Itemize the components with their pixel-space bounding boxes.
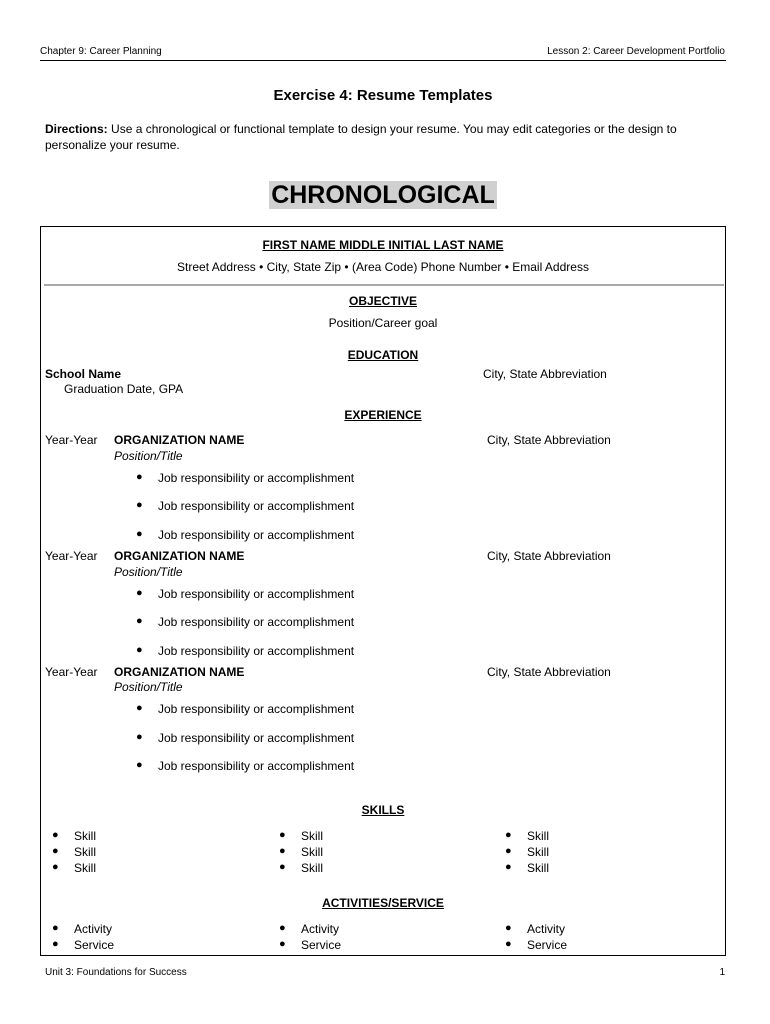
skill-item: Skill <box>74 829 97 843</box>
resume-template-box <box>40 226 726 956</box>
objective-heading: OBJECTIVE <box>348 294 417 308</box>
job-location: City, State Abbreviation <box>487 433 611 447</box>
activities-heading: ACTIVITIES/SERVICE <box>322 896 444 910</box>
exercise-title: Exercise 4: Resume Templates <box>273 87 493 104</box>
job-position: Position/Title <box>114 680 183 694</box>
bullet-icon: ● <box>505 861 512 873</box>
bullet-icon: ● <box>505 922 512 934</box>
skills-heading: SKILLS <box>361 803 405 817</box>
directions <box>45 121 725 153</box>
activity-item: Activity <box>74 922 113 936</box>
school-location: City, State Abbreviation <box>483 367 607 381</box>
education-heading: EDUCATION <box>347 348 419 362</box>
job-bullet: Job responsibility or accomplishment <box>158 528 355 542</box>
bullet-icon: ● <box>136 702 143 714</box>
job-years: Year-Year <box>45 433 98 447</box>
bullet-icon: ● <box>136 644 143 656</box>
activity-item: Activity <box>301 922 340 936</box>
bullet-icon: ● <box>52 861 59 873</box>
job-years: Year-Year <box>45 549 98 563</box>
job-years: Year-Year <box>45 665 98 679</box>
skill-item: Skill <box>527 861 550 875</box>
job-position: Position/Title <box>114 565 183 579</box>
job-location: City, State Abbreviation <box>487 665 611 679</box>
activity-item: Activity <box>527 922 566 936</box>
job-organization: ORGANIZATION NAME <box>114 665 245 679</box>
directions-label: Directions: <box>45 122 108 136</box>
skill-item: Skill <box>527 845 550 859</box>
template-label-wrap <box>40 180 726 210</box>
bullet-icon: ● <box>136 499 143 511</box>
bullet-icon: ● <box>52 938 59 950</box>
bullet-icon: ● <box>136 528 143 540</box>
job-location: City, State Abbreviation <box>487 549 611 563</box>
activity-item: Service <box>301 938 342 952</box>
job-bullet: Job responsibility or accomplishment <box>158 615 355 629</box>
school-name: School Name <box>45 367 122 381</box>
bullet-icon: ● <box>136 587 143 599</box>
contact-divider <box>44 284 724 286</box>
bullet-icon: ● <box>136 731 143 743</box>
skill-item: Skill <box>527 829 550 843</box>
header-lesson: Lesson 2: Career Development Portfolio <box>547 46 725 57</box>
bullet-icon: ● <box>279 829 286 841</box>
objective-text: Position/Career goal <box>328 316 438 330</box>
education-details: Graduation Date, GPA <box>64 382 184 396</box>
bullet-icon: ● <box>279 938 286 950</box>
directions-text: Use a chronological or functional template to design your resume. You may edit categories or the design to personalize your resume. <box>45 122 677 152</box>
job-position: Position/Title <box>114 449 183 463</box>
bullet-icon: ● <box>136 471 143 483</box>
job-bullet: Job responsibility or accomplishment <box>158 759 355 773</box>
bullet-icon: ● <box>136 615 143 627</box>
job-bullet: Job responsibility or accomplishment <box>158 702 355 716</box>
activity-item: Service <box>527 938 568 952</box>
template-label: CHRONOLOGICAL <box>271 181 495 209</box>
job-bullet: Job responsibility or accomplishment <box>158 471 355 485</box>
bullet-icon: ● <box>505 829 512 841</box>
bullet-icon: ● <box>279 845 286 857</box>
skill-item: Skill <box>301 845 324 859</box>
bullet-icon: ● <box>279 861 286 873</box>
bullet-icon: ● <box>52 829 59 841</box>
bullet-icon: ● <box>505 938 512 950</box>
bullet-icon: ● <box>52 845 59 857</box>
bullet-icon: ● <box>505 845 512 857</box>
page-number: 1 <box>719 967 725 978</box>
skill-item: Skill <box>74 845 97 859</box>
job-bullet: Job responsibility or accomplishment <box>158 587 355 601</box>
experience-heading: EXPERIENCE <box>344 408 422 422</box>
bullet-icon: ● <box>136 759 143 771</box>
header-chapter: Chapter 9: Career Planning <box>40 46 162 57</box>
header-rule <box>40 60 726 61</box>
resume-contact: Street Address • City, State Zip • (Area Code) Phone Number • Email Address <box>177 260 589 274</box>
bullet-icon: ● <box>279 922 286 934</box>
skill-item: Skill <box>301 861 324 875</box>
skill-item: Skill <box>301 829 324 843</box>
job-bullet: Job responsibility or accomplishment <box>158 499 355 513</box>
resume-name: FIRST NAME MIDDLE INITIAL LAST NAME <box>262 238 504 252</box>
job-organization: ORGANIZATION NAME <box>114 549 245 563</box>
bullet-icon: ● <box>52 922 59 934</box>
skill-item: Skill <box>74 861 97 875</box>
job-organization: ORGANIZATION NAME <box>114 433 245 447</box>
job-bullet: Job responsibility or accomplishment <box>158 644 355 658</box>
job-bullet: Job responsibility or accomplishment <box>158 731 355 745</box>
footer-unit: Unit 3: Foundations for Success <box>45 967 187 978</box>
activity-item: Service <box>74 938 115 952</box>
